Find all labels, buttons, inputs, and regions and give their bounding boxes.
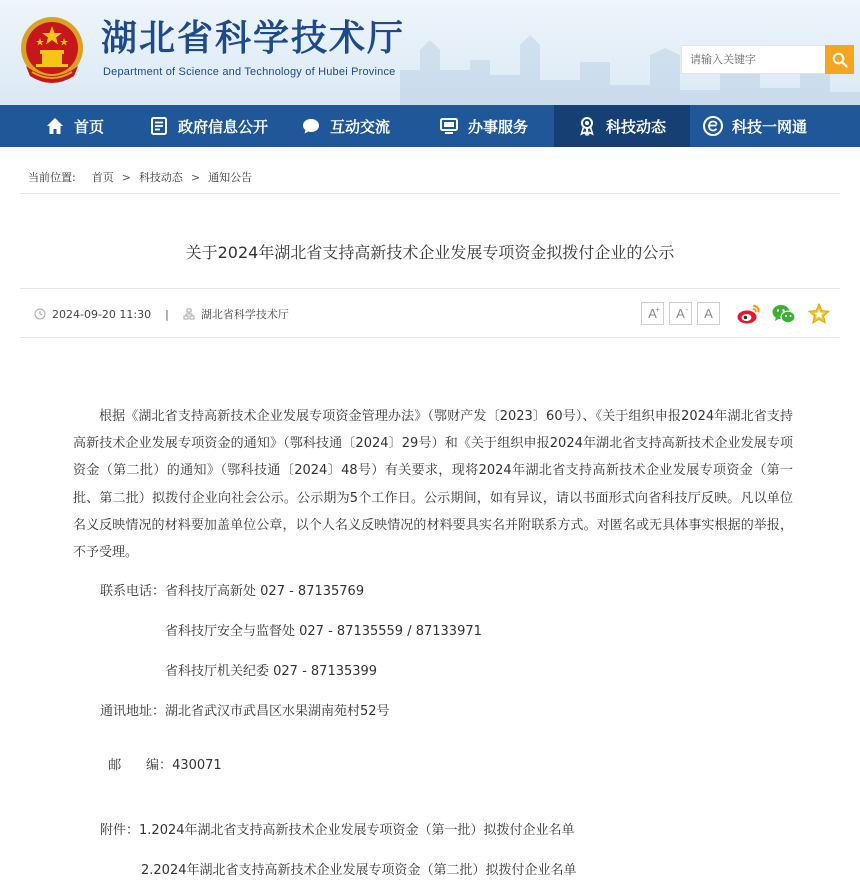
contact-label: 联系电话：	[100, 584, 166, 599]
search-box	[681, 45, 854, 74]
breadcrumb-home[interactable]: 首页	[91, 171, 114, 184]
font-size-mark: +	[655, 305, 660, 314]
nav-item-interaction[interactable]	[280, 105, 418, 147]
document-list-icon	[148, 115, 170, 137]
attachment-link[interactable]: 1.2024年湖北省支持高新技术企业发展专项资金（第一批）拟拨付企业名单	[139, 823, 575, 838]
font-size-label: A	[704, 306, 713, 321]
breadcrumb-separator: >	[190, 170, 201, 184]
attachments-label: 附件：	[100, 823, 140, 838]
clock-icon	[34, 308, 46, 320]
font-size-decrease-button[interactable]	[669, 302, 692, 325]
nav-item-services[interactable]	[418, 105, 554, 147]
breadcrumb	[28, 169, 260, 185]
breadcrumb-separator: >	[121, 170, 131, 184]
nav-label: 政府信息公开	[178, 117, 269, 136]
nav-label: 科技动态	[606, 117, 667, 136]
organization-icon	[183, 308, 195, 320]
nav-label: 办事服务	[468, 117, 529, 136]
nav-label: 首页	[74, 117, 105, 136]
address-label: 通讯地址：	[100, 704, 166, 719]
contact-item: 省科技厅高新处 027 - 87135769	[165, 584, 365, 599]
breadcrumb-tech-news[interactable]: 科技动态	[138, 171, 183, 184]
site-header	[0, 0, 860, 105]
search-input[interactable]	[682, 46, 826, 73]
globe-e-icon	[702, 115, 724, 137]
breadcrumb-notices[interactable]: 通知公告	[208, 171, 253, 184]
award-ribbon-icon	[576, 115, 598, 137]
weibo-icon	[736, 302, 762, 326]
contact-row	[100, 580, 364, 599]
font-size-increase-button[interactable]	[641, 302, 664, 325]
monitor-icon	[438, 115, 460, 137]
postcode-label: 邮 编：	[108, 758, 173, 773]
font-size-label: A	[676, 306, 685, 321]
postcode-row	[100, 739, 222, 773]
nav-label: 科技一网通	[732, 117, 808, 136]
national-emblem-logo	[18, 14, 86, 86]
favorite-button[interactable]	[806, 301, 832, 327]
postcode-value: 430071	[172, 758, 222, 773]
attachment-link[interactable]: 2.2024年湖北省支持高新技术企业发展专项资金（第二批）拟拨付企业名单	[141, 863, 577, 878]
address-row	[100, 700, 390, 719]
breadcrumb-prefix: 当前位置:	[28, 171, 76, 184]
share-bar	[736, 301, 841, 327]
site-title: 湖北省科学技术厅	[101, 17, 406, 59]
main-nav	[0, 105, 860, 147]
nav-label: 互动交流	[330, 117, 391, 136]
meta-divider: |	[165, 307, 169, 321]
article-title: 关于2024年湖北省支持高新技术企业发展专项资金拟拨付企业的公示	[185, 243, 675, 262]
article-paragraph: 根据《湖北省支持高新技术企业发展专项资金管理办法》（鄂财产发〔2023〕60号）、《关于组织申报2024年湖北省支持高新技术企业发展专项资金的通知》（鄂科技通〔2024〕29号）和《关于组织申报2024年湖北省支持高新技术企业发展专项资金（第二批）的通知》（鄂科技通〔2024〕48号）有关要求，现将2024年湖北省支持高新技术企业发展专项资金（第一批、第二批）拟拨付企业向社会公示。公示期为5个工作日。公示期间，如有异议，请以书面形式向省科技厅反映。凡以单位名义反映情况的材料要加盖单位公章，以个人名义反映情况的材料要具实名并附联系方式。对匿名或无具体事实根据的举报，不予受理。	[73, 409, 793, 561]
search-button[interactable]	[825, 45, 854, 74]
attachment-row	[100, 819, 575, 838]
search-icon	[832, 52, 848, 68]
share-weibo-button[interactable]	[736, 301, 762, 327]
nav-item-one-network[interactable]	[690, 105, 860, 147]
site-subtitle: Department of Science and Technology of Hubei Province	[103, 66, 396, 78]
article-meta	[20, 288, 840, 338]
breadcrumb-divider	[20, 193, 840, 194]
contact-item: 省科技厅机关纪委 027 - 87135399	[165, 664, 378, 679]
home-icon	[44, 115, 66, 137]
wechat-icon	[771, 302, 797, 326]
nav-item-gov-info[interactable]	[128, 105, 280, 147]
share-wechat-button[interactable]	[771, 301, 797, 327]
font-size-reset-button[interactable]	[697, 302, 720, 325]
nav-item-home[interactable]	[0, 105, 128, 147]
publish-date: 2024-09-20 11:30	[52, 307, 152, 321]
article-source: 湖北省科学技术厅	[200, 308, 289, 321]
address-value: 湖北省武汉市武昌区水果湖南苑村52号	[165, 704, 390, 719]
contact-item: 省科技厅安全与监督处 027 - 87135559 / 87133971	[165, 624, 482, 639]
font-size-label: A	[648, 306, 657, 321]
nav-item-tech-news[interactable]	[554, 105, 690, 147]
favorite-star-icon	[807, 302, 831, 326]
font-size-mark: -	[685, 305, 688, 314]
font-size-controls	[641, 302, 725, 325]
chat-bubble-icon	[300, 115, 322, 137]
